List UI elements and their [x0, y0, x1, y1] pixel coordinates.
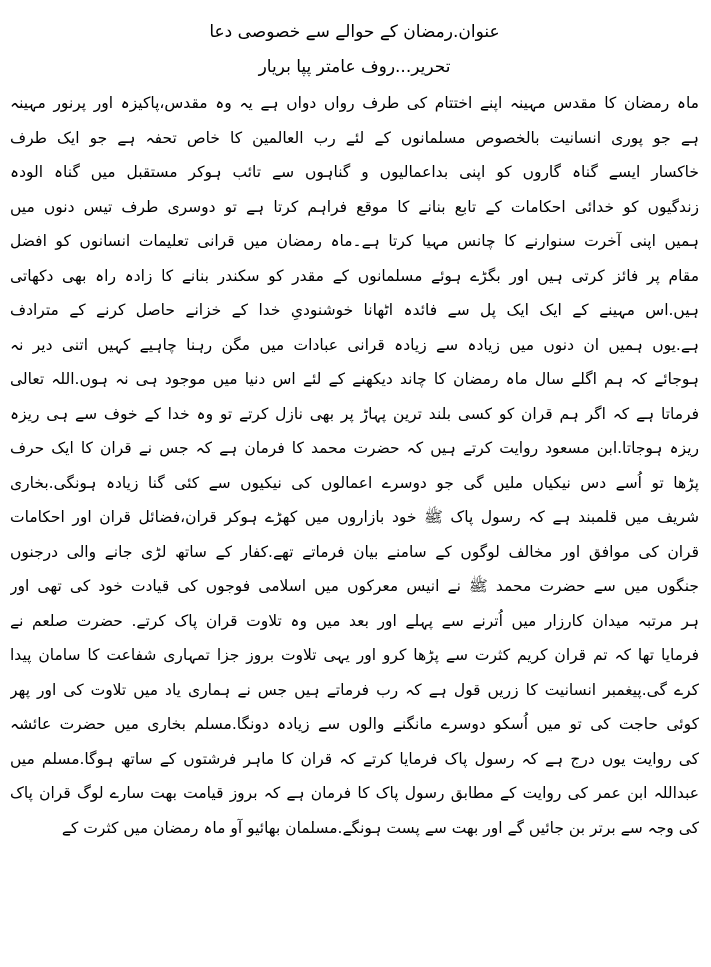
body-line: کوئی حاجت کی تو میں اُسکو دوسرے مانگنے والوں سے زیادہ دونگا.مسلم بخاری میں حضرت عائشہ	[10, 715, 699, 733]
article-body	[10, 86, 699, 845]
body-line: عبداللہ ابن عمر کی روایت کے مطابق رسول پاک کا فرمان ہے کہ بروز قیامت بھت سارے لوگ قران پاک	[10, 784, 699, 802]
body-line: کی روایت یوں درج ہے کہ رسول پاک فرمایا کرتے کہ قران کا ماہر فرشتوں کے ساتھ ہوگا.مسلم میں	[10, 749, 699, 768]
body-line: زندگیوں کو خدائی احکامات کے تابع بنانے کا موقع فراہم کرتا ہے تو دوسری طرف تیس دنوں میں	[10, 197, 699, 216]
body-line: فرماتا ہے کہ اگر ہم قران کو کسی بلند ترین پہاڑ پر بھی نازل کرتے تو وہ خدا کے خوف سے ہی ریزہ	[10, 404, 699, 423]
document-title: عنوان.رمضان کے حوالے سے خصوصی دعا	[209, 22, 500, 42]
body-line: خاکسار ایسے گناہ گاروں کو اپنی بداعمالیوں و گناہوں سے تائب ہوکر مستقبل میں گناہ الودہ	[10, 163, 699, 181]
document-author: تحریر...روف عامتر پپا بریار	[258, 57, 451, 77]
body-line: ماہ رمضان کا مقدس مہینہ اپنے اختتام کی طرف رواں دواں ہے یہ وہ مقدس،پاکیزہ اور پرنور مہینہ	[10, 94, 699, 112]
body-line: ہر مرتبہ میدان کارزار میں اُترنے سے پہلے اور بعد میں وہ تلاوت قران پاک کرتے. حضرت صلعم نے	[10, 611, 699, 630]
body-line: ہے.یوں ہمیں ان دنوں میں زیادہ سے زیادہ قرانی عبادات میں مگن رہنا چاہیے کہیں اتنی دیر نہ	[10, 335, 699, 354]
body-line: مقام پر فائز کرتی ہیں اور بگڑے ہوئے مسلمانوں کے مقدر کو سکندر بنانے کا زادہ راہ بھی دکھاتی	[10, 266, 699, 285]
body-line: فرمایا تھا کہ تم قران کریم کثرت سے پڑھا کرو اور یہی تلاوت بروز جزا تمہاری شفاعت کا سامان پیدا	[10, 646, 699, 664]
body-line: ہیں.اس مہینے کے ایک ایک پل سے فائدہ اٹھانا خوشنودیِ خدا کے خزانے حاصل کرنے کے مترادف	[10, 301, 699, 319]
body-line: شریف میں قلمبند ہے کہ رسول پاک ﷺ خود بازاروں میں کھڑے ہوکر قران،فضائل قران اور احکامات	[10, 508, 699, 526]
body-line: جنگوں میں سے حضرت محمد ﷺ نے انیس معرکوں میں اسلامی فوجوں کی قیادت خود کی تھی اور	[10, 577, 699, 595]
body-line: ہوجائے کہ ہم اگلے سال ماہ رمضان کا چاند دیکھنے کے لئے اس دنیا میں موجود ہی نہ ہوں.اللہ تعالی	[10, 370, 699, 388]
body-line: کی وجہ سے برتر بن جائیں گے اور بھت سے پست ہونگے.مسلمان بھائیو آو ماہ رمضان میں کثرت کے	[61, 818, 699, 837]
body-line: پڑھا تو اُسے دس نیکیاں ملیں گی جو دوسرے اعمالوں کی نیکیوں سے کئی گنا زیادہ ہونگی.بخاری	[10, 473, 699, 492]
body-line: ہمیں اپنی آخرت سنوارنے کا چانس مہیا کرتا ہے۔ماہ رمضان میں قرانی تعلیمات انسانوں کو افضل	[10, 232, 699, 250]
body-line: ہے جو پوری انسانیت بالخصوص مسلمانوں کے لئے رب العالمین کا خاص تحفہ ہے جو ایک طرف	[10, 128, 699, 147]
body-line: ریزہ ہوجاتا.ابن مسعود روایت کرتے ہیں کہ حضرت محمد کا فرمان ہے کہ جس نے قران کا ایک حرف	[10, 439, 699, 457]
body-line: قران کی موافق اور مخالف لوگوں کے سامنے بیان فرماتے تھے.کفار کے ساتھ لڑی جانے والی درجنوں	[10, 542, 699, 561]
body-line: کرے گی.پیغمبر انسانیت کا زریں قول ہے کہ رب فرماتے ہیں جس نے ہماری یاد میں تلاوت کی اور پھر	[10, 680, 699, 699]
